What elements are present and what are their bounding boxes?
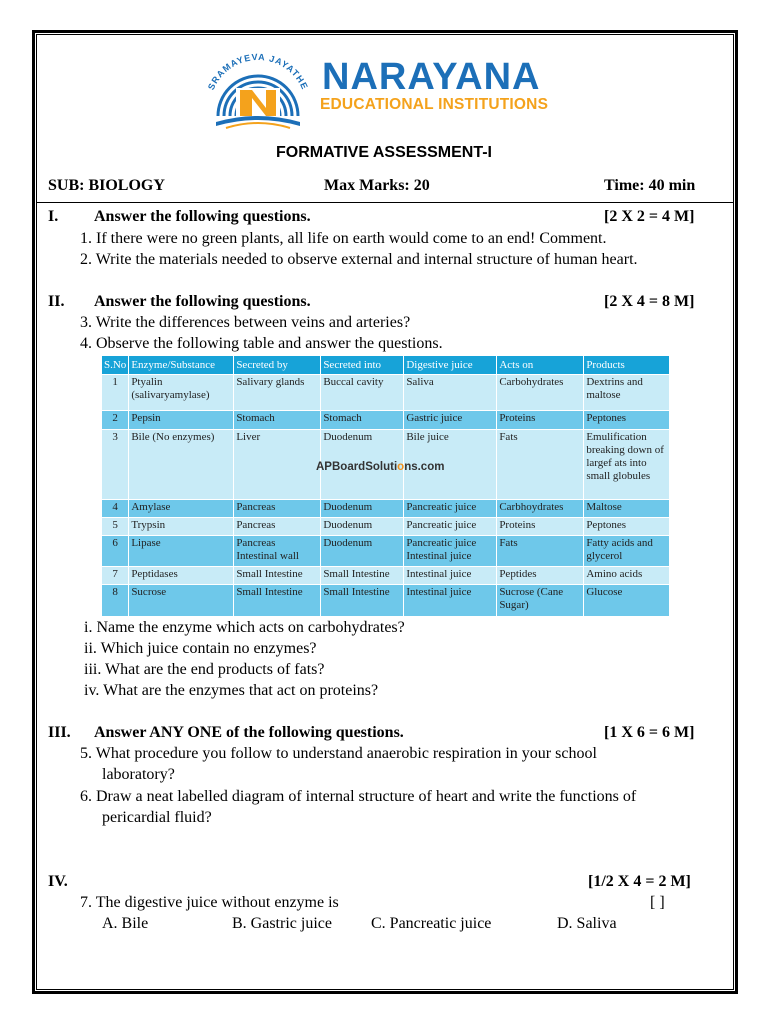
table-cell: Buccal cavity — [321, 375, 404, 411]
table-cell: 3 — [102, 430, 129, 500]
section-marks: [2 X 4 = 8 M] — [604, 293, 695, 310]
column-header: Acts on — [497, 356, 584, 375]
table-cell: Peptides — [497, 567, 584, 585]
question-5-cont: laboratory? — [102, 766, 175, 783]
max-marks-label: Max Marks: 20 — [324, 177, 430, 194]
table-cell: Peptidases — [129, 567, 234, 585]
table-cell: 7 — [102, 567, 129, 585]
table-row — [102, 585, 670, 617]
sub-question-iii: iii. What are the end products of fats? — [84, 661, 325, 678]
table-cell: Small Intestine — [321, 585, 404, 617]
column-header: Secreted into — [321, 356, 404, 375]
table-cell: Pancreas — [234, 500, 321, 518]
table-cell: Pancreatic juice — [404, 500, 497, 518]
table-row — [102, 375, 670, 411]
question-4: 4. Observe the following table and answer the questions. — [80, 335, 443, 352]
table-cell: 8 — [102, 585, 129, 617]
table-cell: 2 — [102, 411, 129, 430]
time-label: Time: 40 min — [604, 177, 696, 194]
table-cell: Pepsin — [129, 411, 234, 430]
table-cell: Pancreas Intestinal wall — [234, 536, 321, 567]
logo-arc-text: SRAMAYEVA JAYATHE — [205, 52, 311, 92]
section-heading: Answer the following questions. — [94, 208, 311, 225]
table-cell: Amino acids — [584, 567, 670, 585]
table-row — [102, 567, 670, 585]
sub-question-ii: ii. Which juice contain no enzymes? — [84, 640, 317, 657]
section-number: III. — [48, 724, 71, 741]
table-cell: Bile juice — [404, 430, 497, 500]
option-c: C. Pancreatic juice — [371, 915, 492, 932]
table-cell: Gastric juice — [404, 411, 497, 430]
column-header: Secreted by — [234, 356, 321, 375]
table-cell: Duodenum — [321, 536, 404, 567]
section-number: II. — [48, 293, 65, 310]
sub-question-i: i. Name the enzyme which acts on carbohydrates? — [84, 619, 405, 636]
table-cell: Maltose — [584, 500, 670, 518]
option-d: D. Saliva — [557, 915, 617, 932]
table-cell: Peptones — [584, 518, 670, 536]
table-cell: 6 — [102, 536, 129, 567]
brand-subtitle: EDUCATIONAL INSTITUTIONS — [320, 96, 549, 113]
header-divider — [36, 202, 734, 203]
table-cell: 5 — [102, 518, 129, 536]
svg-text:SRAMAYEVA JAYATHE — [206, 52, 310, 91]
enzyme-table — [102, 356, 670, 616]
table-cell: Stomach — [234, 411, 321, 430]
question-7: 7. The digestive juice without enzyme is — [80, 894, 339, 911]
table-cell: 1 — [102, 375, 129, 411]
table-cell: Saliva — [404, 375, 497, 411]
table-cell: Trypsin — [129, 518, 234, 536]
answer-bracket: [ ] — [650, 894, 665, 911]
table-cell: Duodenum — [321, 500, 404, 518]
watermark: APBoardSolutions.com — [316, 461, 445, 473]
column-header: Digestive juice — [404, 356, 497, 375]
table-cell: Intestinal juice — [404, 567, 497, 585]
column-header: Enzyme/Substance — [129, 356, 234, 375]
option-a: A. Bile — [102, 915, 149, 932]
section-heading: Answer ANY ONE of the following questions. — [94, 724, 404, 741]
table-cell: Liver — [234, 430, 321, 500]
table-cell: Pancreatic juice Intestinal juice — [404, 536, 497, 567]
table-row — [102, 411, 670, 430]
table-cell: Fats — [497, 536, 584, 567]
table-cell: Amylase — [129, 500, 234, 518]
brand-name: NARAYANA — [322, 56, 541, 98]
section-marks: [1 X 6 = 6 M] — [604, 724, 695, 741]
table-cell: Ptyalin (salivaryamylase) — [129, 375, 234, 411]
table-cell: Small Intestine — [234, 567, 321, 585]
table-cell: Carbohydrates — [497, 375, 584, 411]
table-cell: Duodenum — [321, 518, 404, 536]
table-cell: Dextrins and maltose — [584, 375, 670, 411]
table-cell: Sucrose — [129, 585, 234, 617]
narayana-logo-icon — [196, 52, 320, 130]
column-header: S.No — [102, 356, 129, 375]
question-6: 6. Draw a neat labelled diagram of internal structure of heart and write the functions of — [80, 788, 637, 805]
table-cell: Fatty acids and glycerol — [584, 536, 670, 567]
table-cell: Proteins — [497, 411, 584, 430]
table-cell: 4 — [102, 500, 129, 518]
table-cell: Intestinal juice — [404, 585, 497, 617]
table-cell: Emulification breaking down of largef ats into small globules — [584, 430, 670, 500]
table-cell: Small Intestine — [234, 585, 321, 617]
sub-question-iv: iv. What are the enzymes that act on proteins? — [84, 682, 379, 699]
table-cell: Fats — [497, 430, 584, 500]
page-title: FORMATIVE ASSESSMENT-I — [275, 144, 492, 161]
section-number: IV. — [48, 873, 68, 890]
table-cell: Stomach — [321, 411, 404, 430]
table-cell: Peptones — [584, 411, 670, 430]
question-3: 3. Write the differences between veins and arteries? — [80, 314, 411, 331]
section-number: I. — [48, 208, 59, 225]
table-cell: Proteins — [497, 518, 584, 536]
table-cell: Salivary glands — [234, 375, 321, 411]
table-row — [102, 536, 670, 567]
table-header-row — [102, 356, 670, 375]
table-cell: Lipase — [129, 536, 234, 567]
table-cell: Sucrose (Cane Sugar) — [497, 585, 584, 617]
option-b: B. Gastric juice — [232, 915, 332, 932]
table-row — [102, 500, 670, 518]
section-marks: [1/2 X 4 = 2 M] — [588, 873, 691, 890]
question-1: 1. If there were no green plants, all life on earth would come to an end! Comment. — [80, 230, 607, 247]
table-cell: Carbhoydrates — [497, 500, 584, 518]
table-cell: Glucose — [584, 585, 670, 617]
question-2: 2. Write the materials needed to observe external and internal structure of human heart. — [80, 251, 638, 268]
question-5: 5. What procedure you follow to understand anaerobic respiration in your school — [80, 745, 597, 762]
table-cell: Bile (No enzymes) — [129, 430, 234, 500]
column-header: Products — [584, 356, 670, 375]
table-cell: Duodenum — [321, 430, 404, 500]
table-cell: Pancreas — [234, 518, 321, 536]
table-row — [102, 518, 670, 536]
question-6-cont: pericardial fluid? — [102, 809, 212, 826]
subject-label: SUB: BIOLOGY — [48, 177, 165, 194]
table-cell: Pancreatic juice — [404, 518, 497, 536]
section-heading: Answer the following questions. — [94, 293, 311, 310]
table-cell: Small Intestine — [321, 567, 404, 585]
section-marks: [2 X 2 = 4 M] — [604, 208, 695, 225]
